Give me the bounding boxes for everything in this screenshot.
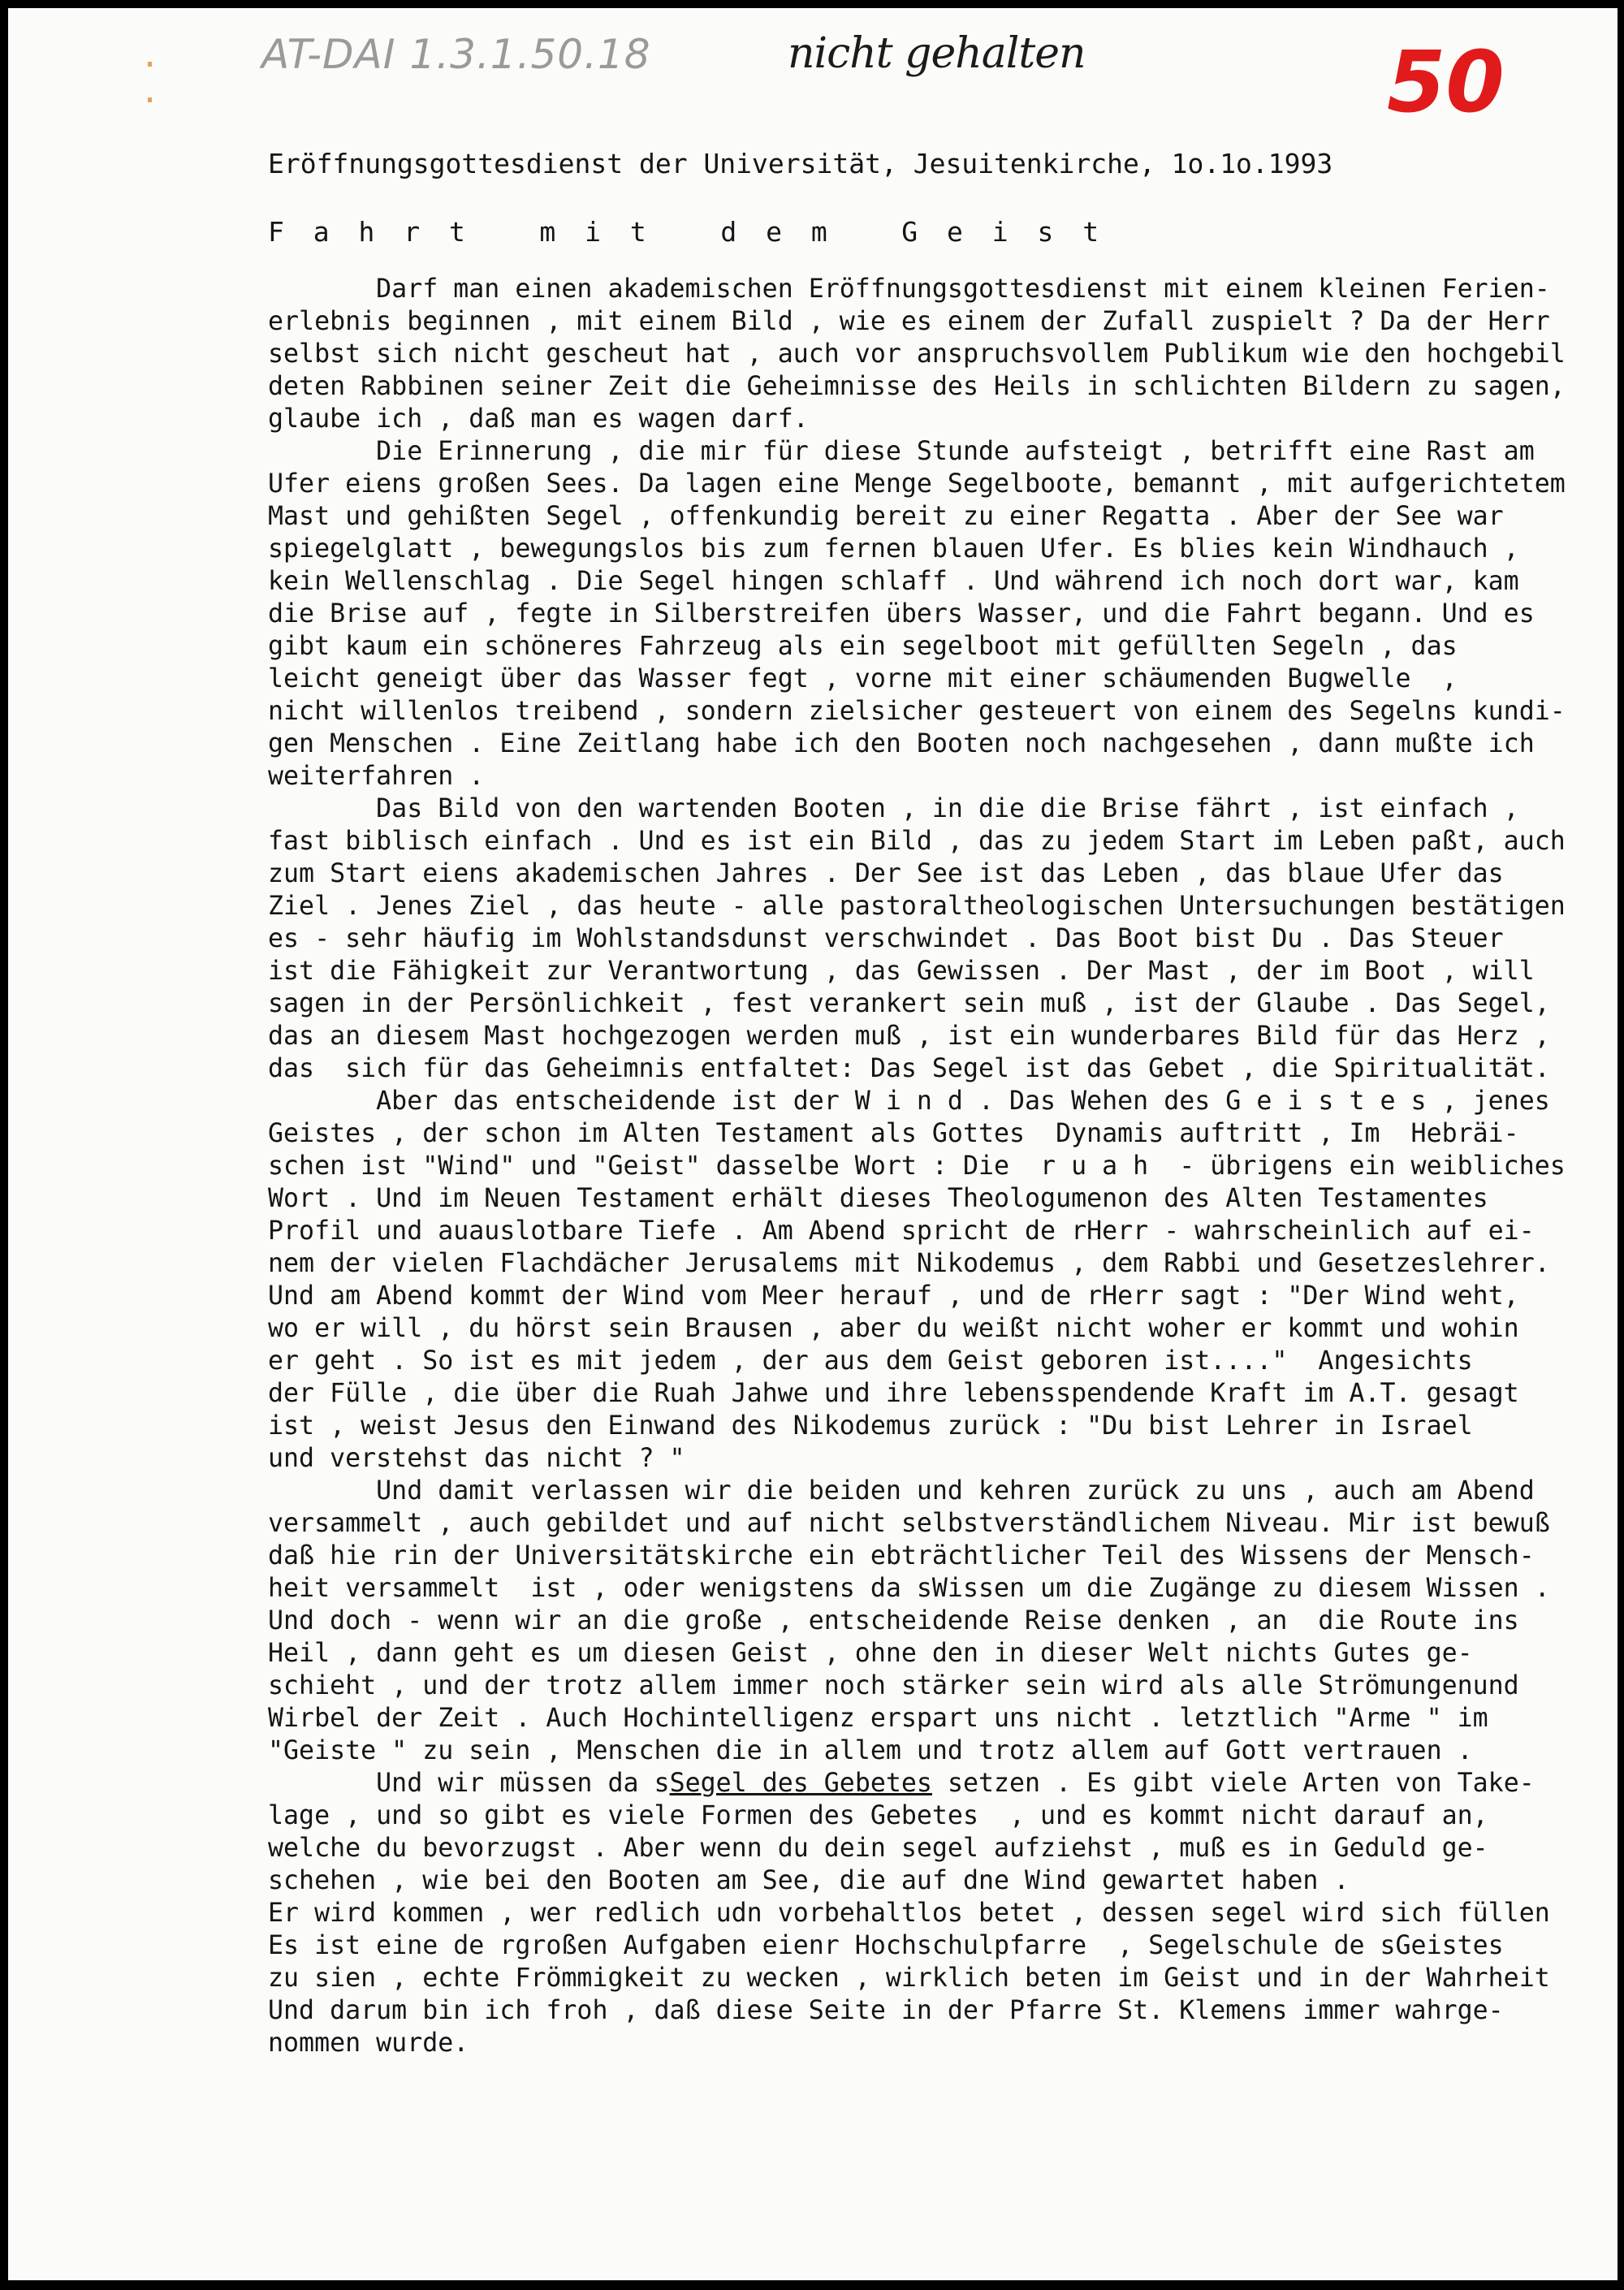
body-line: spiegelglatt , bewegungslos bis zum fernen blauen Ufer. Es blies kein Windhauch ,	[268, 534, 1519, 564]
body-line: nicht willenlos treibend , sondern zielsicher gesteuert von einem des Segelns kundi-	[268, 697, 1566, 726]
body-line: Und doch - wenn wir an die große , entscheidende Reise denken , an die Route ins	[268, 1606, 1519, 1635]
body-line: nem der vielen Flachdächer Jerusalems mit Nikodemus , dem Rabbi und Gesetzeslehrer.	[268, 1249, 1550, 1278]
body-line: schieht , und der trotz allem immer noch stärker sein wird als alle Strömungenund	[268, 1671, 1519, 1700]
body-line: selbst sich nicht gescheut hat , auch vor anspruchsvollem Publikum wie den hochgebil	[268, 339, 1566, 369]
margin-mark	[148, 62, 152, 67]
body-line: Profil und auauslotbare Tiefe . Am Abend spricht de rHerr - wahrscheinlich auf ei-	[268, 1216, 1535, 1246]
body-line: Und am Abend kommt der Wind vom Meer herauf , und de rHerr sagt : "Der Wind weht,	[268, 1281, 1519, 1311]
body-line: die Brise auf , fegte in Silberstreifen übers Wasser, und die Fahrt begann. Und es	[268, 599, 1535, 629]
body-line: weiterfahren .	[268, 762, 485, 791]
body-line: und verstehst das nicht ? "	[268, 1444, 685, 1473]
document-header: Eröffnungsgottesdienst der Universität, Jesuitenkirche, 1o.1o.1993	[268, 148, 1333, 179]
body-line: schen ist "Wind" und "Geist" dasselbe Wort : Die r u a h - übrigens ein weibliches	[268, 1151, 1566, 1181]
body-line: fast biblisch einfach . Und es ist ein Bild , das zu jedem Start im Leben paßt, auch	[268, 827, 1566, 856]
page-number: 50	[1387, 32, 1505, 132]
body-line: ist , weist Jesus den Einwand des Nikodemus zurück : "Du bist Lehrer in Israel	[268, 1411, 1473, 1441]
body-line: Heil , dann geht es um diesen Geist , ohne den in dieser Welt nichts Gutes ge-	[268, 1639, 1473, 1668]
body-line: Wort . Und im Neuen Testament erhält dieses Theologumenon des Alten Testamentes	[268, 1184, 1488, 1213]
body-line: zu sien , echte Frömmigkeit zu wecken , wirklich beten im Geist und in der Wahrheit	[268, 1964, 1550, 1993]
body-line: kein Wellenschlag . Die Segel hingen schlaff . Und während ich noch dort war, kam	[268, 567, 1519, 596]
underlined-phrase: Segel des Gebetes	[669, 1769, 932, 1798]
body-line: zum Start eiens akademischen Jahres . Der See ist das Leben , das blaue Ufer das	[268, 859, 1504, 888]
document-page	[8, 8, 1618, 2280]
body-line: schehen , wie bei den Booten am See, die auf dne Wind gewartet haben .	[268, 1866, 1350, 1895]
body-line: er geht . So ist es mit jedem , der aus dem Geist geboren ist...." Angesichts	[268, 1346, 1473, 1376]
body-line: der Fülle , die über die Ruah Jahwe und ihre lebensspendende Kraft im A.T. gesagt	[268, 1379, 1519, 1408]
body-line: Und wir müssen da sSegel des Gebetes setzen . Es gibt viele Arten von Take-	[268, 1769, 1535, 1798]
document-body	[268, 273, 1566, 2059]
body-line: Aber das entscheidende ist der W i n d . Das Wehen des G e i s t e s , jenes	[268, 1087, 1550, 1116]
body-line: erlebnis beginnen , mit einem Bild , wie es einem der Zufall zuspielt ? Da der Herr	[268, 307, 1550, 336]
body-line: Wirbel der Zeit . Auch Hochintelligenz erspart uns nicht . letztlich "Arme " im	[268, 1704, 1488, 1733]
margin-mark	[148, 97, 152, 102]
body-line: nommen wurde.	[268, 2029, 469, 2058]
body-line: Die Erinnerung , die mir für diese Stunde aufsteigt , betrifft eine Rast am	[268, 437, 1535, 466]
document-title: F a h r t m i t d e m G e i s t	[268, 216, 1106, 248]
body-line: Es ist eine de rgroßen Aufgaben eienr Hochschulpfarre , Segelschule de sGeistes	[268, 1931, 1504, 1960]
body-line: daß hie rin der Universitätskirche ein ebträchtlicher Teil des Wissens der Mensch-	[268, 1541, 1535, 1571]
body-line: ist die Fähigkeit zur Verantwortung , das Gewissen . Der Mast , der im Boot , will	[268, 957, 1535, 986]
body-line: versammelt , auch gebildet und auf nicht selbstverständlichem Niveau. Mir ist bewuß	[268, 1509, 1550, 1538]
body-line: wo er will , du hörst sein Brausen , aber du weißt nicht woher er kommt und wohin	[268, 1314, 1519, 1343]
body-line: Darf man einen akademischen Eröffnungsgottesdienst mit einem kleinen Ferien-	[268, 274, 1550, 304]
body-line: Ziel . Jenes Ziel , das heute - alle pastoraltheologischen Untersuchungen bestätigen	[268, 892, 1566, 921]
body-line: das sich für das Geheimnis entfaltet: Das Segel ist das Gebet , die Spiritualität.	[268, 1054, 1550, 1083]
body-line: lage , und so gibt es viele Formen des Gebetes , und es kommt nicht darauf an,	[268, 1801, 1488, 1830]
body-line: gen Menschen . Eine Zeitlang habe ich den Booten noch nachgesehen , dann mußte ich	[268, 729, 1535, 758]
body-line: glaube ich , daß man es wagen darf.	[268, 404, 809, 434]
body-line: Und damit verlassen wir die beiden und kehren zurück zu uns , auch am Abend	[268, 1476, 1535, 1506]
archive-code: AT-DAI 1.3.1.50.18	[261, 31, 651, 78]
body-line: leicht geneigt über das Wasser fegt , vorne mit einer schäumenden Bugwelle ,	[268, 664, 1458, 693]
body-line: Und darum bin ich froh , daß diese Seite in der Pfarre St. Klemens immer wahrge-	[268, 1996, 1504, 2025]
body-line: es - sehr häufig im Wohlstandsdunst verschwindet . Das Boot bist Du . Das Steuer	[268, 924, 1504, 953]
body-line: Mast und gehißten Segel , offenkundig bereit zu einer Regatta . Aber der See war	[268, 502, 1504, 531]
body-line: Das Bild von den wartenden Booten , in die die Brise fährt , ist einfach ,	[268, 794, 1519, 823]
body-line: Ufer eiens großen Sees. Da lagen eine Menge Segelboote, bemannt , mit aufgerichtetem	[268, 469, 1566, 499]
body-line: welche du bevorzugst . Aber wenn du dein segel aufziehst , muß es in Geduld ge-	[268, 1834, 1488, 1863]
body-line: das an diesem Mast hochgezogen werden muß , ist ein wunderbares Bild für das Herz ,	[268, 1022, 1550, 1051]
body-line: Geistes , der schon im Alten Testament als Gottes Dynamis auftritt , Im Hebräi-	[268, 1119, 1519, 1148]
body-line: gibt kaum ein schöneres Fahrzeug als ein segelboot mit gefüllten Segeln , das	[268, 632, 1458, 661]
handwritten-note: nicht gehalten	[788, 29, 1086, 78]
body-line: deten Rabbinen seiner Zeit die Geheimnisse des Heils in schlichten Bildern zu sagen,	[268, 372, 1566, 401]
body-line: "Geiste " zu sein , Menschen die in allem und trotz allem auf Gott vertrauen .	[268, 1736, 1473, 1765]
body-line: Er wird kommen , wer redlich udn vorbehaltlos betet , dessen segel wird sich füllen	[268, 1899, 1550, 1928]
body-line: sagen in der Persönlichkeit , fest verankert sein muß , ist der Glaube . Das Segel,	[268, 989, 1550, 1018]
body-line: heit versammelt ist , oder wenigstens da sWissen um die Zugänge zu diesem Wissen .	[268, 1574, 1550, 1603]
